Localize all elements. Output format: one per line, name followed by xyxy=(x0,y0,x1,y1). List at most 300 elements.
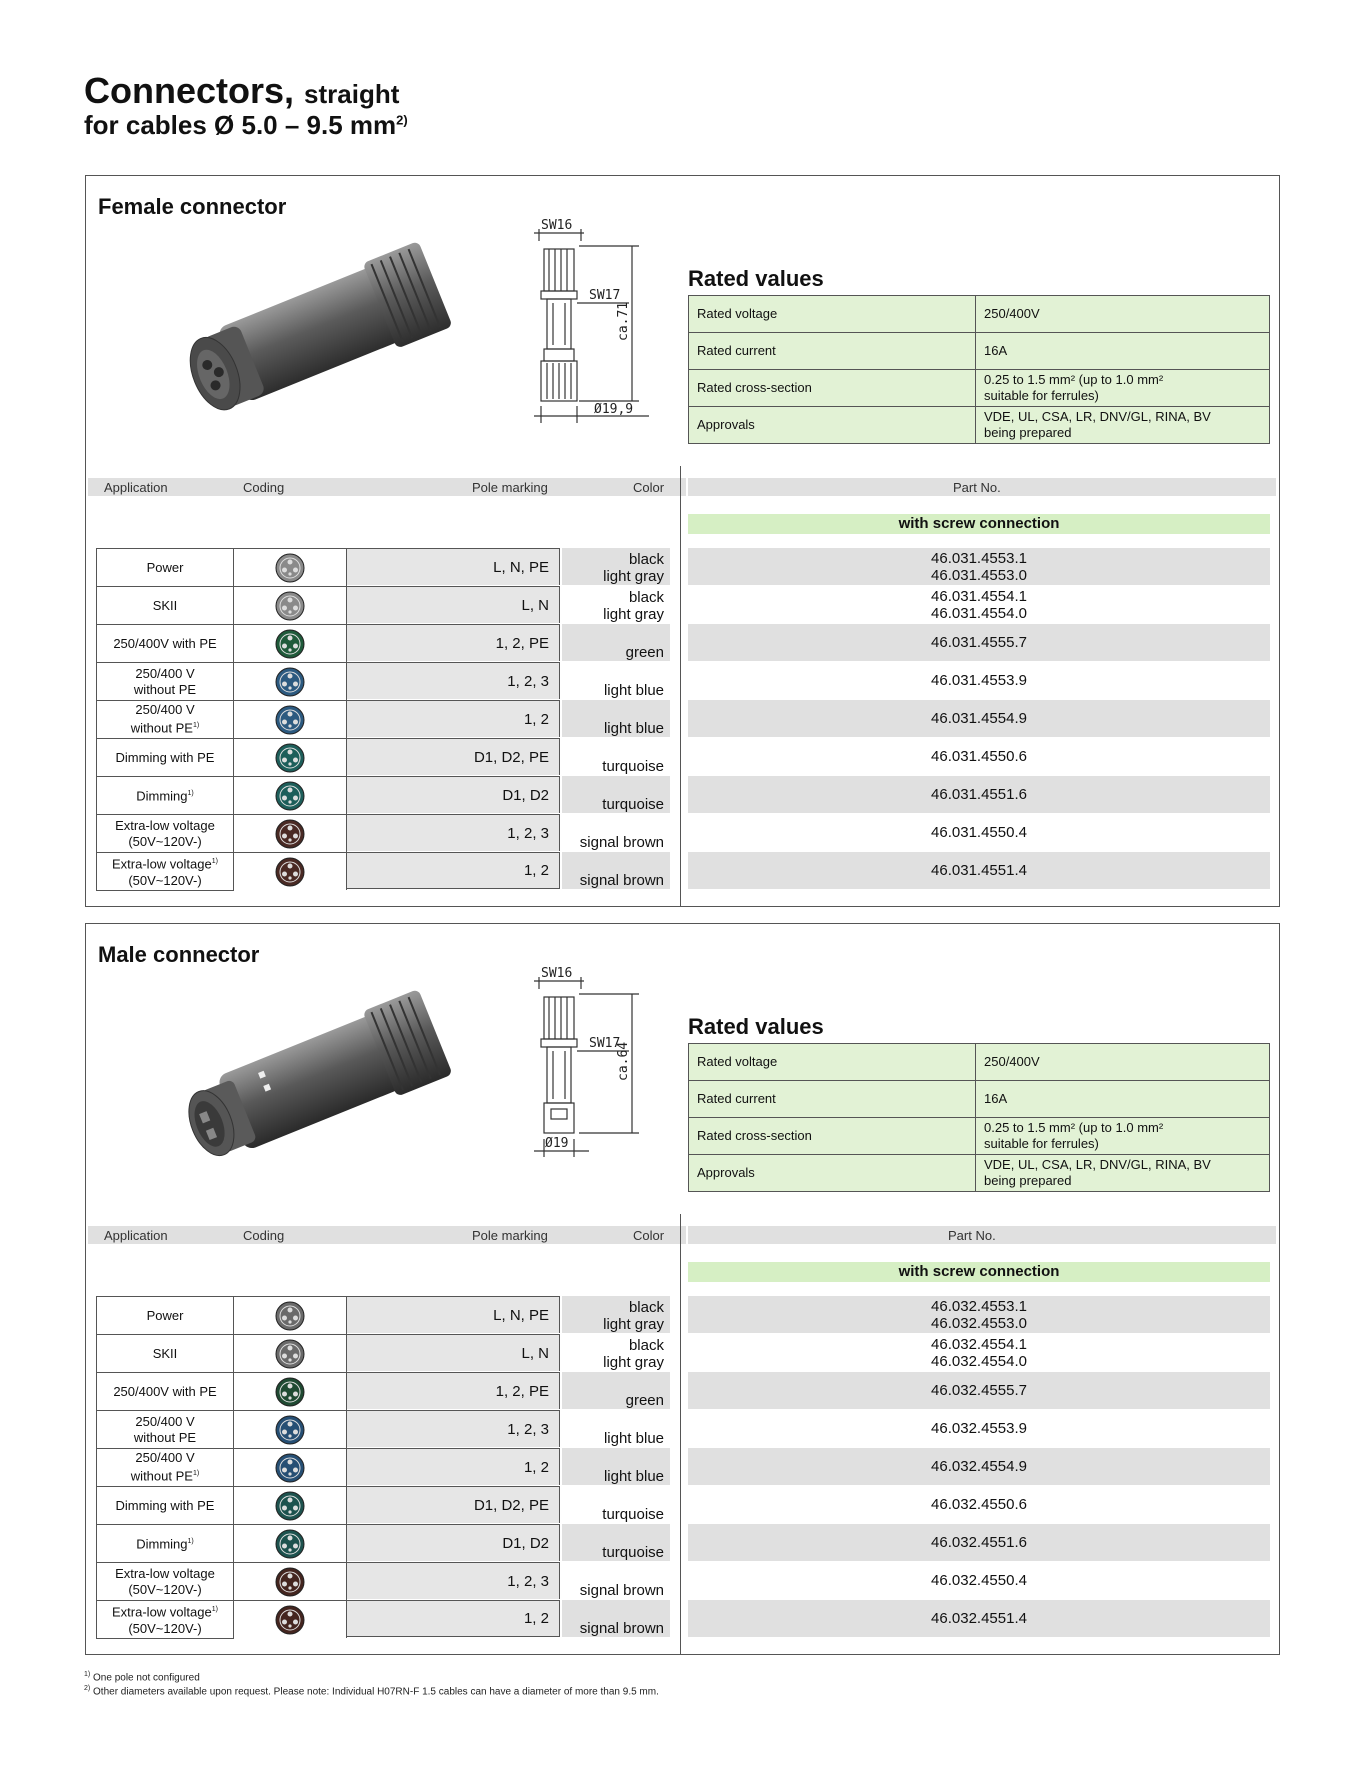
application-cell xyxy=(96,776,234,814)
rated-value-line1: 250/400V xyxy=(984,306,1040,321)
coding-icon xyxy=(275,1529,305,1559)
female-connector-photo xyxy=(146,236,476,436)
color-line1: black xyxy=(628,1299,664,1316)
application-footnote: 1) xyxy=(211,858,218,866)
pole-marking-cell: 1, 2, 3 xyxy=(347,1410,560,1447)
color-cell xyxy=(562,1296,670,1333)
color-cell xyxy=(562,1448,670,1485)
rated-value-line1: 0.25 to 1.5 mm² (up to 1.0 mm² xyxy=(984,372,1164,387)
col-application: Application xyxy=(104,480,168,495)
part-number-1: 46.032.4554.1 xyxy=(931,1335,1027,1353)
application-cell xyxy=(96,1524,234,1562)
title-sub: for cables Ø 5.0 – 9.5 mm xyxy=(84,110,397,140)
coding-icon xyxy=(275,591,305,621)
rated-row xyxy=(689,296,1270,333)
female-dim-length: ca.71 xyxy=(616,301,631,341)
pole-marking-cell: L, N xyxy=(347,1334,560,1371)
rated-row xyxy=(689,1155,1270,1192)
application-line1 xyxy=(113,636,216,652)
application-text: 250/400 V xyxy=(135,1413,195,1429)
pole-marking-cell: D1, D2, PE xyxy=(347,1486,560,1523)
color-cell xyxy=(562,662,670,699)
part-number-2: 46.031.4554.0 xyxy=(931,604,1027,622)
page-title xyxy=(84,70,408,141)
coding-cell xyxy=(233,814,347,852)
table-row xyxy=(96,776,1276,814)
table-row xyxy=(96,662,1276,700)
rated-value xyxy=(976,1081,1270,1118)
part-number-1: 46.031.4551.6 xyxy=(931,786,1027,803)
part-number-cell xyxy=(688,1372,1270,1409)
color-line2: light gray xyxy=(603,606,664,623)
rated-key: Approvals xyxy=(689,1155,976,1192)
color-cell xyxy=(562,1334,670,1371)
part-number-cell xyxy=(688,586,1270,623)
part-number-1: 46.032.4553.9 xyxy=(931,1420,1027,1437)
color-line1: light blue xyxy=(603,682,664,699)
color-cell xyxy=(562,738,670,775)
coding-icon xyxy=(275,1491,305,1521)
color-cell xyxy=(562,1486,670,1523)
title-main: Connectors, xyxy=(84,70,295,111)
application-line2 xyxy=(128,1582,201,1598)
application-text: Power xyxy=(146,1307,184,1323)
color-line1: signal brown xyxy=(579,1620,664,1637)
application-footnote: 1) xyxy=(187,790,194,798)
rated-value xyxy=(976,1044,1270,1081)
part-number-1: 46.031.4551.4 xyxy=(931,862,1027,879)
female-dim-sw16: SW16 xyxy=(541,218,573,233)
coding-icon xyxy=(275,1377,305,1407)
part-number-cell xyxy=(688,1410,1270,1447)
application-line2 xyxy=(131,1466,199,1484)
pole-marking-cell: 1, 2, PE xyxy=(347,624,560,661)
part-number-cell xyxy=(688,700,1270,737)
footnote-1-text: One pole not configured xyxy=(93,1672,200,1684)
application-line1 xyxy=(135,1450,194,1466)
female-rated-table xyxy=(688,295,1270,444)
part-number-1: 46.032.4550.4 xyxy=(931,1572,1027,1589)
application-line1 xyxy=(147,560,184,576)
table-row xyxy=(96,1410,1276,1448)
coding-icon xyxy=(275,667,305,697)
application-text: Power xyxy=(146,559,184,575)
part-number-cell xyxy=(688,776,1270,813)
col-pole-marking: Pole marking xyxy=(472,1228,548,1243)
rated-value xyxy=(976,407,1270,444)
application-text: Extra-low voltage xyxy=(115,817,215,833)
coding-icon xyxy=(275,1415,305,1445)
color-line2: light gray xyxy=(603,1316,664,1333)
rated-value-line2: being prepared xyxy=(984,1173,1072,1188)
coding-cell xyxy=(233,1334,347,1372)
rated-key: Rated current xyxy=(689,1081,976,1118)
pole-marking-cell: L, N, PE xyxy=(347,548,560,585)
coding-cell xyxy=(233,852,347,890)
color-line1: signal brown xyxy=(579,834,664,851)
application-footnote: 1) xyxy=(211,1606,218,1614)
application-line1 xyxy=(135,666,194,682)
color-cell xyxy=(562,1372,670,1409)
part-number-2: 46.031.4553.0 xyxy=(931,566,1027,584)
application-line1 xyxy=(136,786,194,804)
application-text: Dimming with PE xyxy=(115,749,215,765)
male-screw-connection-label: with screw connection xyxy=(688,1262,1270,1282)
part-number-cell xyxy=(688,852,1270,889)
application-cell xyxy=(96,700,234,738)
color-cell xyxy=(562,586,670,623)
coding-cell xyxy=(233,1486,347,1524)
part-number-cell xyxy=(688,738,1270,775)
application-line1 xyxy=(153,1346,178,1362)
pole-marking-cell: D1, D2, PE xyxy=(347,738,560,775)
application-line2 xyxy=(128,873,201,889)
pole-marking-cell: 1, 2, PE xyxy=(347,1372,560,1409)
application-cell xyxy=(96,586,234,624)
coding-cell xyxy=(233,586,347,624)
col-color: Color xyxy=(633,480,665,495)
application-text-2: (50V~120V-) xyxy=(128,1620,202,1636)
table-row xyxy=(96,738,1276,776)
male-heading: Male connector xyxy=(98,942,260,967)
color-line1: light blue xyxy=(603,1430,664,1447)
application-line1 xyxy=(136,1534,194,1552)
application-text: 250/400V with PE xyxy=(113,635,217,651)
coding-icon xyxy=(275,629,305,659)
part-number-1: 46.032.4551.4 xyxy=(931,1610,1027,1627)
application-footnote: 1) xyxy=(192,722,200,730)
part-number-1: 46.031.4554.9 xyxy=(931,710,1027,727)
part-number-1: 46.031.4550.6 xyxy=(931,748,1027,765)
rated-key: Approvals xyxy=(689,407,976,444)
application-cell xyxy=(96,1372,234,1410)
col-part-no: Part No. xyxy=(948,1228,996,1243)
application-text-2: (50V~120V-) xyxy=(128,833,202,849)
coding-icon xyxy=(275,553,305,583)
part-number-1: 46.031.4553.9 xyxy=(931,672,1027,689)
application-cell xyxy=(96,814,234,852)
rated-value-line2: suitable for ferrules) xyxy=(984,1136,1099,1151)
part-number-1: 46.032.4555.7 xyxy=(931,1382,1027,1399)
rated-row xyxy=(689,370,1270,407)
application-text: Extra-low voltage xyxy=(112,856,212,872)
coding-icon xyxy=(275,857,305,887)
col-pole-marking: Pole marking xyxy=(472,480,548,495)
application-line2 xyxy=(134,682,196,698)
table-row xyxy=(96,1524,1276,1562)
color-line1: turquoise xyxy=(602,1544,664,1561)
part-number-1: 46.032.4550.6 xyxy=(931,1496,1027,1513)
rated-value-line1: 0.25 to 1.5 mm² (up to 1.0 mm² xyxy=(984,1120,1164,1135)
rated-value-line1: VDE, UL, CSA, LR, DNV/GL, RINA, BV xyxy=(984,409,1211,424)
part-number-cell xyxy=(688,662,1270,699)
application-line1 xyxy=(135,702,194,718)
coding-cell xyxy=(233,1600,347,1638)
application-cell xyxy=(96,662,234,700)
table-row xyxy=(96,1296,1276,1334)
coding-cell xyxy=(233,1562,347,1600)
rated-row xyxy=(689,1118,1270,1155)
color-line1: signal brown xyxy=(579,872,664,889)
application-text: 250/400 V xyxy=(135,702,195,718)
coding-icon xyxy=(275,1567,305,1597)
color-line2: light gray xyxy=(603,568,664,585)
application-line1 xyxy=(113,1384,216,1400)
application-text: Dimming xyxy=(136,1536,188,1552)
pole-marking-cell: D1, D2 xyxy=(347,1524,560,1561)
rated-value xyxy=(976,370,1270,407)
coding-icon xyxy=(275,819,305,849)
color-line1: turquoise xyxy=(602,796,664,813)
rated-value-line2: suitable for ferrules) xyxy=(984,388,1099,403)
part-number-cell xyxy=(688,1562,1270,1599)
male-product-rows xyxy=(96,1296,1276,1638)
rated-key: Rated current xyxy=(689,333,976,370)
part-number-1: 46.031.4550.4 xyxy=(931,824,1027,841)
pole-marking-cell: 1, 2, 3 xyxy=(347,1562,560,1599)
female-dim-sw17: SW17 xyxy=(589,288,621,303)
rated-row xyxy=(689,1081,1270,1118)
male-dim-length: ca.64 xyxy=(616,1041,631,1081)
color-line1: light blue xyxy=(603,720,664,737)
application-line1 xyxy=(147,1308,184,1324)
table-row xyxy=(96,700,1276,738)
table-row xyxy=(96,852,1276,890)
footnote-2-text: Other diameters available upon request. Please note: Individual H07RN-F 1.5 cables can have a diameter of more than 9.5 mm. xyxy=(93,1686,659,1698)
table-row xyxy=(96,1486,1276,1524)
pole-marking-cell: 1, 2 xyxy=(347,700,560,737)
application-line2 xyxy=(134,1430,196,1446)
application-text-2: without PE xyxy=(133,681,197,697)
application-text: 250/400V with PE xyxy=(113,1383,217,1399)
coding-cell xyxy=(233,548,347,586)
pole-marking-cell: D1, D2 xyxy=(347,776,560,813)
table-row xyxy=(96,1334,1276,1372)
color-line1: green xyxy=(625,644,664,661)
color-cell xyxy=(562,1410,670,1447)
coding-icon xyxy=(275,1605,305,1635)
rated-key: Rated voltage xyxy=(689,296,976,333)
application-cell xyxy=(96,1296,234,1334)
male-rated-title: Rated values xyxy=(688,1014,824,1039)
application-line1 xyxy=(153,598,178,614)
footnote-2 xyxy=(84,1685,659,1697)
male-column-header xyxy=(88,1226,1276,1244)
title-main-small: straight xyxy=(304,79,400,109)
rated-key: Rated voltage xyxy=(689,1044,976,1081)
application-line1 xyxy=(112,1602,218,1620)
pole-marking-cell: L, N xyxy=(347,586,560,623)
coding-cell xyxy=(233,624,347,662)
part-number-cell xyxy=(688,814,1270,851)
application-cell xyxy=(96,624,234,662)
application-line1 xyxy=(135,1414,194,1430)
footnote-1-mark: 1) xyxy=(84,1671,91,1678)
part-number-1: 46.032.4553.1 xyxy=(931,1297,1027,1315)
part-number-cell xyxy=(688,1296,1270,1333)
application-line1 xyxy=(112,854,218,872)
rated-value xyxy=(976,1118,1270,1155)
part-number-cell xyxy=(688,1600,1270,1637)
application-text: Extra-low voltage xyxy=(115,1565,215,1581)
application-footnote: 1) xyxy=(192,1470,200,1478)
coding-cell xyxy=(233,776,347,814)
color-cell xyxy=(562,814,670,851)
female-product-rows xyxy=(96,548,1276,890)
application-cell xyxy=(96,1448,234,1486)
part-number-1: 46.031.4554.1 xyxy=(931,587,1027,605)
application-text: Dimming with PE xyxy=(115,1497,215,1513)
color-cell xyxy=(562,548,670,585)
coding-cell xyxy=(233,1448,347,1486)
rated-key: Rated cross-section xyxy=(689,370,976,407)
table-row xyxy=(96,1448,1276,1486)
coding-cell xyxy=(233,700,347,738)
pole-marking-cell: 1, 2, 3 xyxy=(347,662,560,699)
coding-cell xyxy=(233,1296,347,1334)
col-color: Color xyxy=(633,1228,665,1243)
application-text-2: without PE xyxy=(130,1468,193,1484)
color-line1: light blue xyxy=(603,1468,664,1485)
color-line1: black xyxy=(628,1337,664,1354)
application-text: Dimming xyxy=(136,788,188,804)
rated-value-line1: 16A xyxy=(984,343,1008,358)
part-number-cell xyxy=(688,624,1270,661)
male-connector-panel xyxy=(85,923,1280,1655)
table-row xyxy=(96,1562,1276,1600)
part-number-cell xyxy=(688,548,1270,585)
part-number-1: 46.032.4554.9 xyxy=(931,1458,1027,1475)
coding-icon xyxy=(275,781,305,811)
rated-value-line1: 250/400V xyxy=(984,1054,1040,1069)
male-dim-diameter: Ø19 xyxy=(545,1136,569,1151)
color-cell xyxy=(562,700,670,737)
application-line2 xyxy=(128,834,201,850)
color-line2: light gray xyxy=(603,1354,664,1371)
col-coding: Coding xyxy=(243,480,285,495)
application-line1 xyxy=(116,1498,215,1514)
application-text-2: without PE xyxy=(130,720,193,736)
female-column-header xyxy=(88,478,1276,496)
female-dim-diameter: Ø19,9 xyxy=(594,402,634,417)
rated-value xyxy=(976,1155,1270,1192)
coding-cell xyxy=(233,1372,347,1410)
color-cell xyxy=(562,1600,670,1637)
footnote-2-mark: 2) xyxy=(84,1685,91,1692)
coding-icon xyxy=(275,1339,305,1369)
application-text-2: (50V~120V-) xyxy=(128,872,202,888)
application-cell xyxy=(96,1410,234,1448)
pole-marking-cell: 1, 2 xyxy=(347,852,560,889)
table-row xyxy=(96,814,1276,852)
female-connector-panel xyxy=(85,175,1280,907)
color-cell xyxy=(562,1524,670,1561)
rated-value xyxy=(976,333,1270,370)
table-row xyxy=(96,548,1276,586)
application-cell xyxy=(96,738,234,776)
application-text: 250/400 V xyxy=(135,1450,195,1466)
application-text-2: without PE xyxy=(133,1429,197,1445)
color-line1: turquoise xyxy=(602,1506,664,1523)
color-cell xyxy=(562,624,670,661)
part-number-1: 46.032.4551.6 xyxy=(931,1534,1027,1551)
application-line2 xyxy=(128,1621,201,1637)
application-text: SKII xyxy=(152,597,178,613)
table-row xyxy=(96,586,1276,624)
part-number-1: 46.031.4553.1 xyxy=(931,549,1027,567)
rated-row xyxy=(689,333,1270,370)
part-number-2: 46.032.4554.0 xyxy=(931,1352,1027,1370)
rated-value xyxy=(976,296,1270,333)
color-line1: green xyxy=(625,1392,664,1409)
female-heading: Female connector xyxy=(98,194,287,219)
male-dim-sw17: SW17 xyxy=(589,1036,621,1051)
coding-icon xyxy=(275,1301,305,1331)
application-cell xyxy=(96,1562,234,1600)
table-row xyxy=(96,624,1276,662)
part-number-cell xyxy=(688,1486,1270,1523)
coding-icon xyxy=(275,743,305,773)
application-line2 xyxy=(131,718,199,736)
application-cell xyxy=(96,1486,234,1524)
pole-marking-cell: 1, 2 xyxy=(347,1600,560,1637)
application-line1 xyxy=(115,818,215,834)
table-row xyxy=(96,1372,1276,1410)
rated-key: Rated cross-section xyxy=(689,1118,976,1155)
col-application: Application xyxy=(104,1228,168,1243)
male-connector-photo xyxy=(146,984,476,1184)
part-number-cell xyxy=(688,1524,1270,1561)
application-line1 xyxy=(115,1566,215,1582)
color-cell xyxy=(562,1562,670,1599)
footnote-1 xyxy=(84,1671,200,1683)
coding-cell xyxy=(233,662,347,700)
rated-row xyxy=(689,407,1270,444)
male-dim-sw16: SW16 xyxy=(541,966,573,981)
coding-cell xyxy=(233,738,347,776)
color-line1: turquoise xyxy=(602,758,664,775)
application-cell xyxy=(96,548,234,586)
application-footnote: 1) xyxy=(187,1538,194,1546)
application-text-2: (50V~120V-) xyxy=(128,1581,202,1597)
rated-row xyxy=(689,1044,1270,1081)
application-cell xyxy=(96,1600,234,1639)
application-cell xyxy=(96,1334,234,1372)
female-rated-title: Rated values xyxy=(688,266,824,291)
part-number-cell xyxy=(688,1448,1270,1485)
color-line1: black xyxy=(628,589,664,606)
col-part-no: Part No. xyxy=(953,480,1001,495)
application-text: SKII xyxy=(152,1345,178,1361)
part-number-2: 46.032.4553.0 xyxy=(931,1314,1027,1332)
pole-marking-cell: 1, 2, 3 xyxy=(347,814,560,851)
title-sub-footnote: 2) xyxy=(396,112,408,128)
female-screw-connection-label: with screw connection xyxy=(688,514,1270,534)
application-text: 250/400 V xyxy=(135,665,195,681)
color-cell xyxy=(562,852,670,889)
application-text: Extra-low voltage xyxy=(112,1604,212,1620)
color-line1: black xyxy=(628,551,664,568)
coding-cell xyxy=(233,1524,347,1562)
male-rated-table xyxy=(688,1043,1270,1192)
pole-marking-cell: 1, 2 xyxy=(347,1448,560,1485)
rated-value-line1: VDE, UL, CSA, LR, DNV/GL, RINA, BV xyxy=(984,1157,1211,1172)
col-coding: Coding xyxy=(243,1228,285,1243)
pole-marking-cell: L, N, PE xyxy=(347,1296,560,1333)
coding-icon xyxy=(275,1453,305,1483)
part-number-1: 46.031.4555.7 xyxy=(931,634,1027,651)
table-row xyxy=(96,1600,1276,1638)
